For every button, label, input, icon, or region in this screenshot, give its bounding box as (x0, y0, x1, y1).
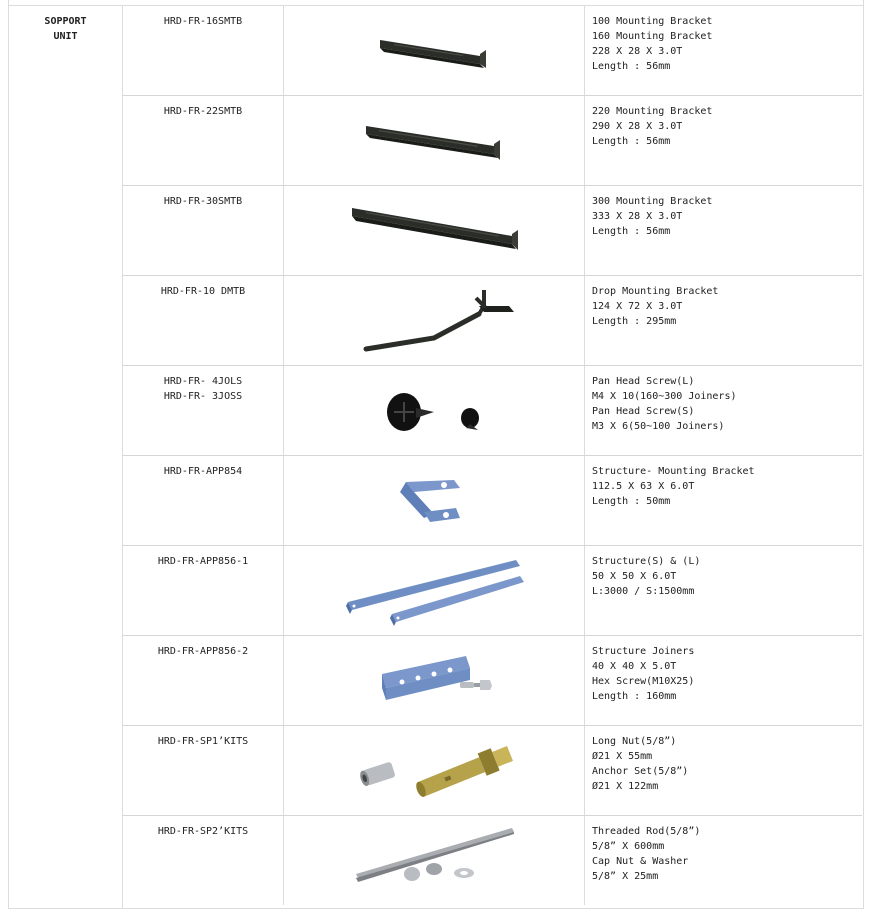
part-code: HRD-FR-APP856-1 (157, 556, 249, 567)
part-description: 300 Mounting Bracket 333 X 28 X 3.0T Length : 56mm (592, 196, 713, 237)
part-description: Structure(S) & (L) 50 X 50 X 6.0T L:3000 / S:1500mm (592, 556, 701, 597)
pan-head-screws-icon (284, 366, 584, 455)
part-code: HRD-FR-22SMTB (163, 106, 243, 117)
category-label: SOPPORT UNIT (44, 16, 87, 42)
part-code-cell (123, 816, 284, 905)
table-row (123, 816, 862, 905)
part-image-cell (284, 636, 585, 725)
part-code-cell (123, 96, 284, 185)
part-code-cell (123, 726, 284, 815)
part-description: Pan Head Screw(L) M4 X 10(160~300 Joiners) Pan Head Screw(S) M3 X 6(50~100 Joiners) (592, 376, 737, 432)
part-image-cell (284, 546, 585, 635)
short-mounting-bracket-icon (284, 6, 584, 95)
part-code-cell (123, 636, 284, 725)
table-row (123, 456, 862, 546)
part-image-cell (284, 276, 585, 365)
table-row (123, 96, 862, 186)
part-image-cell (284, 186, 585, 275)
part-code-cell (123, 276, 284, 365)
long-nut-anchor-icon (284, 726, 584, 815)
table-row (123, 186, 862, 276)
table-row (123, 276, 862, 366)
part-description: 100 Mounting Bracket 160 Mounting Bracket 228 X 28 X 3.0T Length : 56mm (592, 16, 713, 72)
part-description: Structure Joiners 40 X 40 X 5.0T Hex Screw(M10X25) Length : 160mm (592, 646, 695, 702)
part-code-cell (123, 186, 284, 275)
part-code: HRD-FR-SP1’KITS (157, 736, 249, 747)
part-description: Structure- Mounting Bracket 112.5 X 63 X 6.0T Length : 50mm (592, 466, 755, 507)
structure-mounting-bracket-icon (284, 456, 584, 545)
table-row (123, 366, 862, 456)
threaded-rod-kit-icon (284, 816, 584, 905)
table-row (123, 546, 862, 636)
part-code-cell (123, 366, 284, 455)
part-code: HRD-FR-16SMTB (163, 16, 243, 27)
part-description: 220 Mounting Bracket 290 X 28 X 3.0T Length : 56mm (592, 106, 713, 147)
part-image-cell (284, 6, 585, 95)
part-code-cell (123, 546, 284, 635)
structure-joiner-icon (284, 636, 584, 725)
part-image-cell (284, 366, 585, 455)
drop-mounting-bracket-icon (284, 276, 584, 365)
medium-mounting-bracket-icon (284, 96, 584, 185)
part-code: HRD-FR- 4JOLS HRD-FR- 3JOSS (163, 376, 243, 402)
part-code-cell (123, 6, 284, 95)
part-image-cell (284, 726, 585, 815)
table-row (123, 636, 862, 726)
part-image-cell (284, 456, 585, 545)
table-row (123, 726, 862, 816)
table-row (123, 6, 862, 96)
part-description: Long Nut(5/8”) Ø21 X 55mm Anchor Set(5/8”) Ø21 X 122mm (592, 736, 689, 792)
part-code: HRD-FR-10 DMTB (160, 286, 246, 297)
part-description: Threaded Rod(5/8”) 5/8” X 600mm Cap Nut & Washer 5/8” X 25mm (592, 826, 701, 882)
part-image-cell (284, 96, 585, 185)
part-code-cell (123, 456, 284, 545)
structure-angles-icon (284, 546, 584, 635)
part-code: HRD-FR-SP2’KITS (157, 826, 249, 837)
part-image-cell (284, 816, 585, 905)
category-cell (9, 6, 123, 908)
part-code: HRD-FR-APP856-2 (157, 646, 249, 657)
part-code: HRD-FR-APP854 (163, 466, 243, 477)
part-code: HRD-FR-30SMTB (163, 196, 243, 207)
long-mounting-bracket-icon (284, 186, 584, 275)
parts-rows (123, 6, 862, 905)
part-description: Drop Mounting Bracket 124 X 72 X 3.0T Length : 295mm (592, 286, 719, 327)
